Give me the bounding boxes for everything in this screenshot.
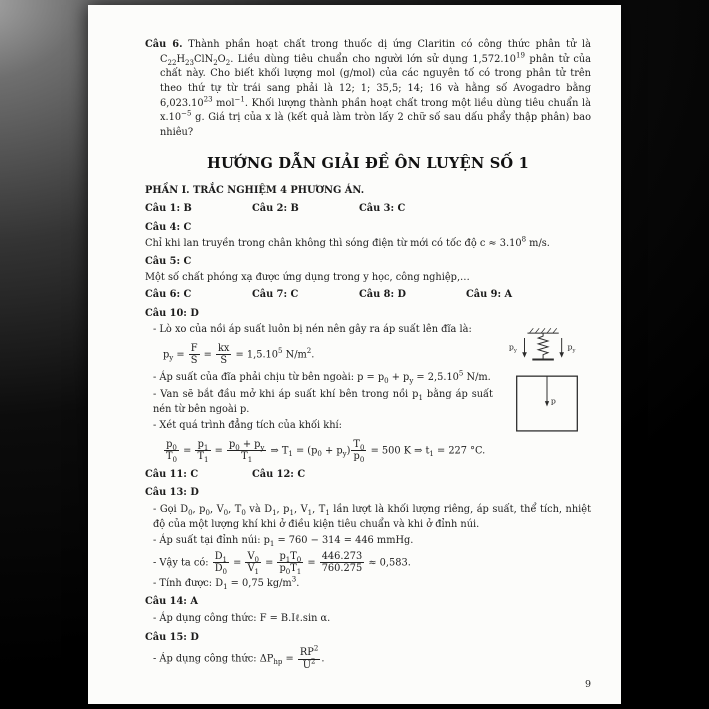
q10-formula-1: $p_y$ = $\frac{F}{S}$ = $\frac{kx}{S}$ = $1,5.10^5$ $N/m^2$. bbox=[163, 342, 315, 367]
fixed-support-hatch bbox=[527, 328, 558, 333]
q13-step-2: - Áp suất tại đỉnh núi: $p_1 = 760 - 314 = 446$ mmHg. bbox=[153, 535, 414, 549]
q13-step-3: - Vậy ta có: $\frac{D_1}{D_0}$ = $\frac{V_0}{V_1}$ = $\frac{p_1T_0}{p_0T_1}$ = $\frac{446.273}{760.275}$ ≈ 0,583. bbox=[153, 551, 411, 577]
q5-explanation: Một số chất phóng xạ được ứng dụng trong y học, công nghiệp,… bbox=[145, 272, 470, 284]
q10-solution bbox=[145, 323, 591, 463]
answer-q10: Câu 10: D bbox=[145, 307, 199, 319]
inner-pressure-arrow bbox=[545, 376, 549, 406]
q14-step-1: - Áp dụng công thức: F = B.Iℓ.sin α. bbox=[153, 613, 331, 625]
spring-coil bbox=[538, 333, 548, 358]
document-page bbox=[88, 5, 621, 704]
page-content bbox=[145, 38, 591, 674]
page-number: 9 bbox=[584, 679, 591, 690]
q10-formula-2: $\frac{p_0}{T_0}$ = $\frac{p_1}{T_1}$ = $\frac{p_0 + p_y}{T_1}$ ⇒ $T_1 = (p_0 + p_y)$ $\frac{T_0}{p_0}$ = 500 K ⇒ $t_1 = 227$ °C. bbox=[166, 439, 486, 465]
answer-q9: Câu 9: A bbox=[466, 288, 513, 300]
left-pressure-arrow bbox=[522, 338, 527, 358]
solutions-title: HƯỚNG DẪN GIẢI ĐỀ ÔN LUYỆN SỐ 1 bbox=[207, 154, 529, 172]
q13-step-1: - Gọi $D_0$, $p_0$, $V_0$, $T_0$ và $D_1$, $p_1$, $V_1$, $T_1$ lần lượt là khối lượng riêng, áp suất, thể tích, nhiệt độ của một lượng khí khi ở điều kiện tiêu chuẩn và khi ở đỉnh núi. bbox=[153, 504, 592, 530]
answer-q15: Câu 15: D bbox=[145, 631, 199, 643]
answers-row-1-3 bbox=[145, 202, 591, 217]
question-6-paragraph bbox=[145, 38, 591, 141]
q10-step-4: - Xét quá trình đẳng tích của khối khí: bbox=[153, 420, 342, 432]
answer-q1: Câu 1: B bbox=[145, 203, 192, 215]
question-6-label: Câu 6. bbox=[145, 39, 183, 50]
q15-step-1: - Áp dụng công thức: $\Delta P_{hp}$ = $\frac{RP^2}{U^2}$ . bbox=[153, 644, 325, 671]
q4-explanation: Chỉ khi lan truyền trong chân không thì sóng điện từ mới có tốc độ $c \approx 3.10^8$ m/s. bbox=[145, 234, 550, 249]
answer-q11: Câu 11: C bbox=[145, 468, 199, 480]
answers-row-11-12 bbox=[145, 468, 591, 483]
q10-step-2: - Áp suất của đĩa phải chịu từ bên ngoài: $p = p_0 + p_y = 2,5.10^5$ N/m. bbox=[153, 369, 491, 386]
left-pressure-label: $p_y$ bbox=[508, 342, 517, 355]
answer-q8: Câu 8: D bbox=[359, 288, 407, 300]
pressure-cooker-diagram bbox=[503, 325, 591, 441]
answers-row-6-9 bbox=[145, 288, 591, 303]
answer-q4: Câu 4: C bbox=[145, 222, 192, 234]
q13-step-4: - Tính được: $D_1 = 0,75$ $kg/m^3$. bbox=[153, 574, 300, 591]
part1-heading: PHẦN I. TRẮC NGHIỆM 4 PHƯƠNG ÁN. bbox=[145, 184, 365, 196]
answer-q13: Câu 13: D bbox=[145, 487, 199, 499]
right-pressure-arrow bbox=[559, 338, 564, 358]
answer-q12: Câu 12: C bbox=[252, 468, 306, 480]
answer-q3: Câu 3: C bbox=[359, 203, 406, 215]
question-6-text: Thành phần hoạt chất trong thuốc dị ứng Claritin có công thức phân tử là $C_{22}H_{23}ClN_2O_2$. Liều dùng tiêu chuẩn cho người lớn sử dụng 1,572.10$^{19}$ phân tử của chất này. Cho biết khối lượng mol (g/mol) của các nguyên tố có trong phân tử trên theo thứ tự từ trái sang phải là 12; 1; 35,5; 14; 16 và hằng số Avogadro bằng 6,023.10$^{23}$ mol$^{-1}$. Khối lượng thành phần hoạt chất trong một liều dùng tiêu chuẩn là $x.10^{-5}$ g. Giá trị của x là (kết quả làm tròn lấy 2 chữ số sau dấu phẩy thập phân) bao nhiêu? bbox=[160, 39, 592, 139]
answer-q7: Câu 7: C bbox=[252, 288, 299, 300]
answer-q5: Câu 5: C bbox=[145, 256, 192, 268]
inner-pressure-label: p bbox=[550, 396, 556, 406]
q10-step-1: - Lò xo của nồi áp suất luôn bị nén nên gây ra áp suất lên đĩa là: bbox=[153, 324, 472, 336]
answer-q6: Câu 6: C bbox=[145, 288, 192, 300]
answer-q2: Câu 2: B bbox=[252, 203, 299, 215]
q10-step-3: - Van sẽ bắt đầu mở khi áp suất khí bên trong nồi $p_1$ bằng áp suất nén từ bên ngoài p. bbox=[153, 389, 493, 415]
right-pressure-label: $p_y$ bbox=[567, 342, 576, 355]
answer-q14: Câu 14: A bbox=[145, 596, 198, 608]
